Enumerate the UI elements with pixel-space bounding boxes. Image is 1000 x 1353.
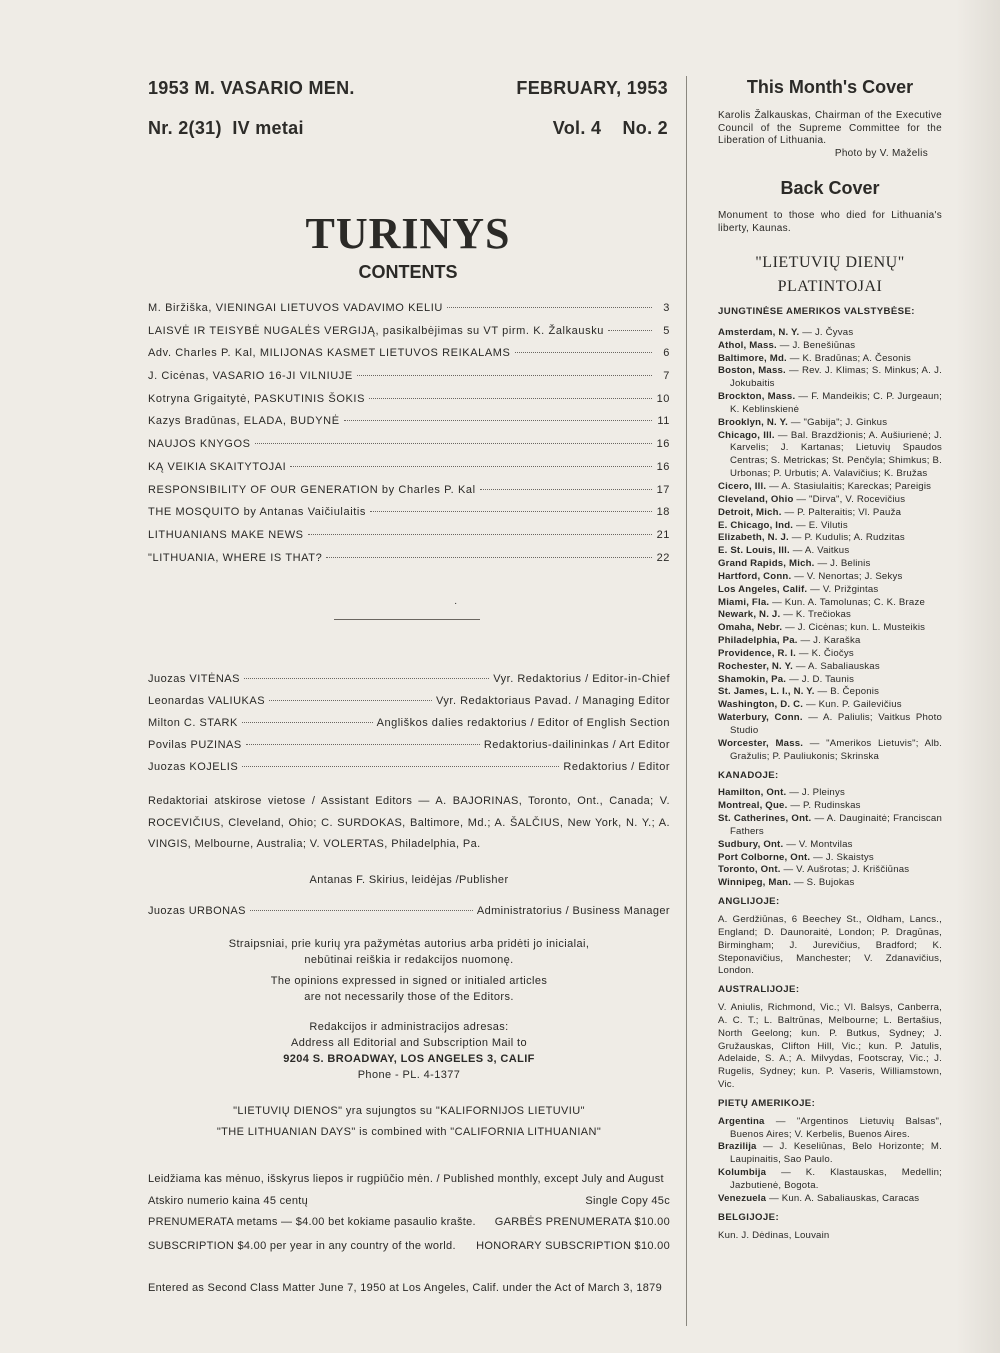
distributor-city: Los Angeles, Calif. bbox=[718, 583, 808, 595]
distributor-entry bbox=[718, 622, 942, 635]
toc-title: Kotryna Grigaitytė, PASKUTINIS ŠOKIS bbox=[148, 392, 366, 405]
distributor-entry bbox=[718, 584, 942, 597]
distributor-entry bbox=[718, 648, 942, 661]
leader-dots bbox=[370, 511, 652, 512]
staff-name: Leonardas VALIUKAS bbox=[148, 695, 266, 707]
distributor-names: — J. Skaistys bbox=[813, 851, 874, 863]
subscription-en bbox=[148, 1240, 670, 1252]
distributor-city: Hartford, Conn. bbox=[718, 570, 792, 582]
distributor-names: — Kun. A. Tamolunas; C. K. Braze bbox=[772, 596, 925, 608]
distributor-names: — J. Cicėnas; kun. L. Musteikis bbox=[785, 622, 926, 634]
region-heading-england: ANGLIJOJE: bbox=[718, 896, 780, 908]
distributor-entry bbox=[718, 712, 942, 738]
staff-list bbox=[148, 673, 670, 783]
toc-entry[interactable] bbox=[148, 302, 670, 325]
leader-dots bbox=[242, 722, 373, 723]
publisher-line: Antanas F. Skirius, leidėjas /Publisher bbox=[309, 874, 509, 886]
distributor-entry bbox=[718, 494, 942, 507]
toc-title: LAISVĖ IR TEISYBĖ NUGALĖS VERGIJĄ, pasikalbėjimas su VT pirm. K. Žalkausku bbox=[148, 324, 605, 337]
editorial-notice-en bbox=[148, 973, 670, 1005]
canada-distributors bbox=[718, 787, 942, 890]
distributor-names: — J. Benešiūnas bbox=[779, 339, 856, 351]
honorary-en-price: HONORARY SUBSCRIPTION $10.00 bbox=[476, 1240, 670, 1252]
distributor-names: — P. Palteraitis; Vl. Pauža bbox=[784, 506, 902, 518]
distributor-entry bbox=[718, 417, 942, 430]
distributor-city: Argentina bbox=[718, 1115, 765, 1127]
distributor-city: Cleveland, Ohio bbox=[718, 493, 794, 505]
distributor-names: — J. Čyvas bbox=[802, 326, 854, 338]
toc-entry[interactable] bbox=[148, 461, 670, 484]
distributor-names: — F. Mandeikis; C. P. Jurgeaun; K. Keblinskienė bbox=[730, 391, 942, 415]
staff-name: Povilas PUZINAS bbox=[148, 739, 242, 751]
distributor-names: — K. Klastauskas, Medellin; Jazbutienė, Bogota. bbox=[730, 1167, 942, 1191]
notice-line: nebūtinai reiškia ir redakcijos nuomonę. bbox=[304, 954, 514, 966]
distributor-entry bbox=[718, 738, 942, 764]
distributor-names: — A. Stasiulaitis; Kareckas; Pareigis bbox=[769, 480, 932, 492]
cover-photo-credit: Photo by V. Maželis bbox=[834, 147, 928, 159]
staff-entry bbox=[148, 673, 670, 695]
distributor-names: — K. Bradūnas; A. Česonis bbox=[789, 352, 912, 364]
leader-dots bbox=[290, 466, 652, 467]
distributor-city: St. James, L. I., N. Y. bbox=[718, 686, 815, 698]
mailing-address bbox=[148, 1019, 670, 1083]
distributor-city: St. Catherines, Ont. bbox=[718, 813, 812, 825]
region-heading-canada: KANADOJE: bbox=[718, 769, 779, 781]
back-cover-heading: Back Cover bbox=[780, 178, 880, 198]
distributor-entry bbox=[718, 661, 942, 674]
header-row-1 bbox=[148, 78, 668, 99]
distributor-city: Baltimore, Md. bbox=[718, 352, 787, 364]
distributor-entry bbox=[718, 674, 942, 687]
issue-number-lt: Nr. 2(31) IV metai bbox=[148, 118, 304, 138]
staff-name: Milton C. STARK bbox=[148, 717, 238, 729]
distributor-names: — K. Čiočys bbox=[798, 647, 854, 659]
belgium-distributors: Kun. J. Dėdinas, Louvain bbox=[718, 1229, 830, 1241]
issue-number-en: Vol. 4 No. 2 bbox=[552, 118, 668, 138]
toc-entry[interactable] bbox=[148, 552, 670, 575]
toc-title: J. Cicėnas, VASARIO 16-JI VILNIUJE bbox=[148, 370, 353, 383]
staff-role: Angliškos dalies redaktorius / Editor of English Section bbox=[376, 717, 670, 729]
distributor-city: Omaha, Nebr. bbox=[718, 622, 783, 634]
back-cover-text: Monument to those who died for Lithuania's liberty, Kaunas. bbox=[718, 210, 942, 234]
section-divider bbox=[334, 619, 480, 620]
distributor-entry bbox=[718, 532, 942, 545]
region-heading-australia: AUSTRALIJOJE: bbox=[718, 984, 800, 996]
distributor-names: — Rev. J. Klimas; S. Minkus; A. J. Jokubaitis bbox=[730, 365, 942, 390]
distributor-entry bbox=[718, 391, 942, 417]
cover-description bbox=[718, 110, 942, 160]
leader-dots bbox=[326, 557, 652, 558]
distributor-city: Brockton, Mass. bbox=[718, 391, 796, 403]
cover-text: Karolis Žalkauskas, Chairman of the Executive Council of the Supreme Committee for the Liberation of Lithuania. bbox=[718, 110, 942, 146]
leader-dots bbox=[608, 330, 652, 331]
business-manager-line bbox=[148, 905, 670, 917]
toc-title: Adv. Charles P. Kal, MILIJONAS KASMET LIETUVOS REIKALAMS bbox=[148, 347, 511, 360]
staff-entry bbox=[148, 761, 670, 783]
assistant-editors: Redaktoriai atskirose vietose / Assistant Editors — A. BAJORINAS, Toronto, Ont., Canada; V. ROCEVIČIUS, Cleveland, Ohio; C. SURDOKAS, Baltimore, Md.; A. ŠALČIUS, New York, N. Y.; A. VINGIS, Melbourne, Australia; V. VOLERTAS, Philadelphia, Pa. bbox=[148, 795, 670, 850]
distributor-city: E. St. Louis, Ill. bbox=[718, 545, 790, 557]
toc-entry[interactable] bbox=[148, 393, 670, 416]
distributor-names: — A. Dauginaitė; Franciscan Fathers bbox=[730, 813, 943, 837]
distributor-names: — E. Vilutis bbox=[796, 519, 848, 531]
leader-dots bbox=[250, 910, 473, 911]
distributor-names: — B. Čeponis bbox=[817, 686, 880, 698]
distributor-names: — "Argentinos Lietuvių Balsas", Buenos Aires; V. Kerbelis, Buenos Aires. bbox=[730, 1115, 942, 1140]
leader-dots bbox=[480, 489, 652, 490]
toc-title: Kazys Bradūnas, ELADA, BUDYNĖ bbox=[148, 415, 340, 428]
toc-title: NAUJOS KNYGOS bbox=[148, 438, 251, 451]
staff-role: Vyr. Redaktoriaus Pavad. / Managing Editor bbox=[436, 695, 670, 707]
toc-entry[interactable] bbox=[148, 484, 670, 507]
leader-dots bbox=[344, 420, 652, 421]
distributor-entry bbox=[718, 800, 942, 813]
distributor-names: — J. Keseliūnas, Belo Horizonte; M. Laupinaitis, Sao Paulo. bbox=[730, 1141, 942, 1166]
distributor-city: Philadelphia, Pa. bbox=[718, 635, 798, 647]
leader-dots bbox=[515, 352, 653, 353]
distributor-names: — "Dirva", V. Rocevičius bbox=[796, 493, 906, 505]
distributor-city: Elizabeth, N. J. bbox=[718, 532, 789, 544]
cover-heading: This Month's Cover bbox=[746, 77, 914, 97]
leader-dots bbox=[269, 700, 432, 701]
leader-dots bbox=[246, 744, 480, 745]
staff-entry bbox=[148, 717, 670, 739]
distributor-city: Kolumbija bbox=[718, 1167, 767, 1179]
distributor-entry bbox=[718, 365, 942, 391]
honorary-lt-price: GARBĖS PRENUMERATA $10.00 bbox=[494, 1216, 670, 1228]
distributor-names: — "Gabija"; J. Ginkus bbox=[790, 416, 888, 428]
distributor-entry bbox=[718, 686, 942, 699]
distributor-entry bbox=[718, 571, 942, 584]
toc-page: 11 bbox=[657, 415, 670, 428]
toc-entry[interactable] bbox=[148, 325, 670, 348]
distributor-names: — A. Paliulis; Vaitkus Photo Studio bbox=[730, 712, 942, 736]
toc-page: 10 bbox=[656, 392, 670, 405]
toc-title: "LITHUANIA, WHERE IS THAT? bbox=[148, 551, 323, 564]
distributor-city: Cicero, Ill. bbox=[718, 480, 767, 492]
distributor-names: — Bal. Brazdžionis; A. Aušiurienė; J. Karvelis; J. Kartanas; Lietuvių Spaudos Centras; S. Metrickas; St. Penčyla; Shimkus; B. Urbonas; P. Urbutis; A. Valavičius; K. Bružas bbox=[730, 429, 942, 480]
toc-title: LITHUANIANS MAKE NEWS bbox=[148, 528, 304, 541]
distributors-subheading: PLATINTOJAI bbox=[777, 278, 883, 295]
distributor-city: Montreal, Que. bbox=[718, 800, 788, 812]
toc-page: 5 bbox=[663, 324, 670, 337]
header-row-2 bbox=[148, 118, 668, 139]
distributor-city: Providence, R. I. bbox=[718, 647, 797, 659]
distributor-entry bbox=[718, 635, 942, 648]
leader-dots bbox=[369, 398, 652, 399]
toc-entry[interactable] bbox=[148, 438, 670, 461]
distributor-entry bbox=[718, 813, 942, 839]
column-divider bbox=[686, 76, 687, 1326]
toc-page: 21 bbox=[656, 528, 670, 541]
distributor-city: Waterbury, Conn. bbox=[718, 712, 803, 724]
notice-line: are not necessarily those of the Editors. bbox=[304, 991, 514, 1003]
distributor-entry bbox=[718, 864, 942, 877]
distributor-names: — J. D. Taunis bbox=[789, 673, 855, 685]
leader-dots bbox=[357, 375, 652, 376]
distributor-names: — A. Sabaliauskas bbox=[795, 660, 880, 672]
distributor-city: Toronto, Ont. bbox=[718, 864, 781, 876]
distributor-city: Washington, D. C. bbox=[718, 699, 804, 711]
toc-entry[interactable] bbox=[148, 506, 670, 529]
leader-dots bbox=[308, 534, 652, 535]
toc-page: 17 bbox=[656, 483, 670, 496]
distributor-names: — J. Karaška bbox=[800, 635, 861, 647]
distributor-city: Brazilija bbox=[718, 1141, 757, 1153]
subscription-lt-price: PRENUMERATA metams — $4.00 bet kokiame pasaulio krašte. bbox=[148, 1216, 476, 1228]
toc-page: 6 bbox=[663, 347, 670, 360]
distributor-entry bbox=[718, 353, 942, 366]
single-copy-price bbox=[148, 1195, 670, 1207]
toc-title: RESPONSIBILITY OF OUR GENERATION by Charles P. Kal bbox=[148, 483, 476, 496]
distributor-entry bbox=[718, 507, 942, 520]
print-speck: · bbox=[454, 598, 458, 609]
issue-date-en: FEBRUARY, 1953 bbox=[516, 78, 668, 98]
merger-en: "THE LITHUANIAN DAYS" is combined with "CALIFORNIA LITHUANIAN" bbox=[216, 1126, 602, 1138]
distributor-names: — V. Montvilas bbox=[786, 838, 853, 850]
toc-entry[interactable] bbox=[148, 347, 670, 370]
toc-page: 3 bbox=[663, 302, 670, 314]
leader-dots bbox=[255, 443, 652, 444]
distributor-city: Brooklyn, N. Y. bbox=[718, 416, 788, 428]
staff-role: Redaktorius-dailininkas / Art Editor bbox=[483, 739, 670, 751]
address-lt: Redakcijos ir administracijos adresas: bbox=[309, 1021, 509, 1033]
toc-page: 7 bbox=[663, 370, 670, 383]
toc-title: KĄ VEIKIA SKAITYTOJAI bbox=[148, 460, 287, 473]
distributor-entry bbox=[718, 839, 942, 852]
distributor-entry bbox=[718, 1116, 942, 1142]
staff-entry bbox=[148, 695, 670, 717]
distributor-names: — "Amerikos Lietuvis"; Alb. Gražulis; P. Pauliukonis; Skrinska bbox=[730, 737, 942, 762]
region-heading-south-america: PIETŲ AMERIKOJE: bbox=[718, 1097, 816, 1109]
merger-lt: "LIETUVIŲ DIENOS" yra sujungtos su "KALIFORNIJOS LIETUVIU" bbox=[233, 1105, 585, 1117]
distributor-city: Port Colborne, Ont. bbox=[718, 851, 811, 863]
distributor-city: Sudbury, Ont. bbox=[718, 838, 784, 850]
toc-entry[interactable] bbox=[148, 370, 670, 393]
distributor-entry bbox=[718, 852, 942, 865]
distributor-names: — P. Kudulis; A. Rudzitas bbox=[791, 532, 905, 544]
distributor-city: Venezuela bbox=[718, 1192, 767, 1204]
subscription-lt bbox=[148, 1216, 670, 1228]
distributor-city: Chicago, Ill. bbox=[718, 429, 775, 441]
merger-notice bbox=[148, 1101, 670, 1143]
page-edge-shade bbox=[956, 0, 1000, 1353]
distributor-city: Athol, Mass. bbox=[718, 339, 777, 351]
toc-page: 22 bbox=[656, 551, 670, 564]
postal-entry-notice: Entered as Second Class Matter June 7, 1950 at Los Angeles, Calif. under the Act of March 3, 1879 bbox=[148, 1282, 663, 1294]
usa-distributors bbox=[718, 327, 942, 764]
distributor-entry bbox=[718, 520, 942, 533]
distributor-names: — K. Trečiokas bbox=[783, 609, 852, 621]
subscription-en-price: SUBSCRIPTION $4.00 per year in any country of the world. bbox=[148, 1240, 456, 1252]
distributor-names: — Kun. A. Sabaliauskas, Caracas bbox=[769, 1192, 920, 1204]
distributor-entry bbox=[718, 430, 942, 481]
region-heading-belgium: BELGIJOJE: bbox=[718, 1211, 780, 1223]
distributor-names: — S. Bujokas bbox=[793, 877, 855, 889]
toc-page: 16 bbox=[656, 460, 670, 473]
distributor-entry bbox=[718, 1193, 942, 1206]
distributor-entry bbox=[718, 545, 942, 558]
table-of-contents bbox=[148, 302, 670, 574]
distributor-entry bbox=[718, 699, 942, 712]
distributor-city: Winnipeg, Man. bbox=[718, 877, 792, 889]
address-street: 9204 S. BROADWAY, LOS ANGELES 3, CALIF bbox=[283, 1053, 535, 1065]
distributor-city: Boston, Mass. bbox=[718, 365, 786, 377]
region-heading-usa: JUNGTINĖSE AMERIKOS VALSTYBĖSE: bbox=[718, 306, 915, 317]
distributor-entry bbox=[718, 609, 942, 622]
distributor-names: — V. Aušrotas; J. Kriščiūnas bbox=[783, 864, 910, 876]
distributor-entry bbox=[718, 481, 942, 494]
staff-entry bbox=[148, 739, 670, 761]
distributor-entry bbox=[718, 877, 942, 890]
staff-role: Redaktorius / Editor bbox=[563, 761, 670, 773]
staff-role: Vyr. Redaktorius / Editor-in-Chief bbox=[493, 673, 670, 685]
distributor-city: Amsterdam, N. Y. bbox=[718, 326, 800, 338]
single-price-lt: Atskiro numerio kaina 45 centų bbox=[148, 1195, 309, 1207]
distributor-city: Miami, Fla. bbox=[718, 596, 770, 608]
south-america-distributors bbox=[718, 1116, 942, 1206]
toc-page: 18 bbox=[656, 506, 670, 519]
distributor-names: — J. Belinis bbox=[817, 558, 871, 570]
distributor-entry bbox=[718, 1141, 942, 1167]
distributor-city: Worcester, Mass. bbox=[718, 737, 804, 749]
notice-line: The opinions expressed in signed or initialed articles bbox=[270, 975, 548, 987]
distributor-city: Rochester, N. Y. bbox=[718, 660, 794, 672]
distributor-names: — A. Vaitkus bbox=[792, 545, 850, 557]
distributor-city: Shamokin, Pa. bbox=[718, 673, 787, 685]
toc-entry[interactable] bbox=[148, 529, 670, 552]
staff-name: Juozas KOJELIS bbox=[148, 761, 239, 773]
address-phone: Phone - PL. 4-1377 bbox=[357, 1069, 461, 1081]
distributor-entry bbox=[718, 787, 942, 800]
page-title: TURINYS bbox=[305, 209, 511, 258]
distributors-heading: "LIETUVIŲ DIENŲ" bbox=[755, 254, 905, 271]
england-distributors: A. Gerdžiūnas, 6 Beechey St., Oldham, Lancs., England; D. Daunoraitė, London; P. Dragūnas, Birmingham; J. Jurevičius, Bradford; K. Steponavičius, Manchester; V. Zdanavičius, London. bbox=[718, 913, 942, 977]
distributor-names: — Kun. P. Gailevičius bbox=[806, 699, 902, 711]
toc-title: M. Biržiška, VIENINGAI LIETUVOS VADAVIMO KELIU bbox=[148, 302, 443, 314]
page-subtitle: CONTENTS bbox=[358, 262, 458, 282]
distributor-entry bbox=[718, 327, 942, 340]
distributor-city: Detroit, Mich. bbox=[718, 506, 782, 518]
toc-entry[interactable] bbox=[148, 415, 670, 438]
editorial-notice-lt bbox=[148, 936, 670, 968]
distributors-list bbox=[718, 306, 942, 1242]
toc-page: 16 bbox=[656, 438, 670, 451]
notice-line: Straipsniai, prie kurių yra pažymėtas autorius arba pridėti jo inicialai, bbox=[228, 938, 590, 950]
leader-dots bbox=[242, 766, 559, 767]
distributor-city: Hamilton, Ont. bbox=[718, 787, 787, 799]
distributor-entry bbox=[718, 1167, 942, 1193]
australia-distributors: V. Aniulis, Richmond, Vic.; Vl. Balsys, Canberra, A. C. T.; L. Baltrūnas, Melbourne; L. Bertašius, North Geelong; kun. P. Butkus, Sydney; J. Gružauskas, Clifton Hill, Vic.; kun. P. Jatulis, Adelaide, S. A.; A. Milvydas, Footscray, Vic.; J. Rugelis, Sydney; kun. P. Vaseris, Williamstown, Vic. bbox=[718, 1002, 942, 1091]
distributor-city: E. Chicago, Ind. bbox=[718, 519, 794, 531]
distributor-entry bbox=[718, 597, 942, 610]
single-price-en: Single Copy 45c bbox=[585, 1195, 670, 1207]
distributor-names: — V. Nenortas; J. Sekys bbox=[794, 570, 903, 582]
distributor-city: Newark, N. J. bbox=[718, 609, 781, 621]
publication-frequency: Leidžiama kas mėnuo, išskyrus liepos ir rugpiūčio mėn. / Published monthly, except July and August bbox=[148, 1173, 664, 1185]
address-en: Address all Editorial and Subscription Mail to bbox=[290, 1037, 528, 1049]
distributor-names: — J. Pleinys bbox=[789, 787, 845, 799]
staff-name: Juozas VITĖNAS bbox=[148, 673, 240, 685]
admin-role: Administratorius / Business Manager bbox=[476, 905, 670, 917]
issue-date-lt: 1953 M. VASARIO MEN. bbox=[148, 78, 355, 98]
distributor-entry bbox=[718, 340, 942, 353]
admin-name: Juozas URBONAS bbox=[148, 905, 246, 917]
distributor-city: Grand Rapids, Mich. bbox=[718, 558, 815, 570]
toc-title: THE MOSQUITO by Antanas Vaičiulaitis bbox=[148, 506, 367, 519]
leader-dots bbox=[244, 678, 489, 679]
distributor-entry bbox=[718, 558, 942, 571]
distributor-names: — V. Prižgintas bbox=[810, 583, 879, 595]
distributor-names: — P. Rudinskas bbox=[790, 800, 861, 812]
leader-dots bbox=[447, 307, 652, 308]
